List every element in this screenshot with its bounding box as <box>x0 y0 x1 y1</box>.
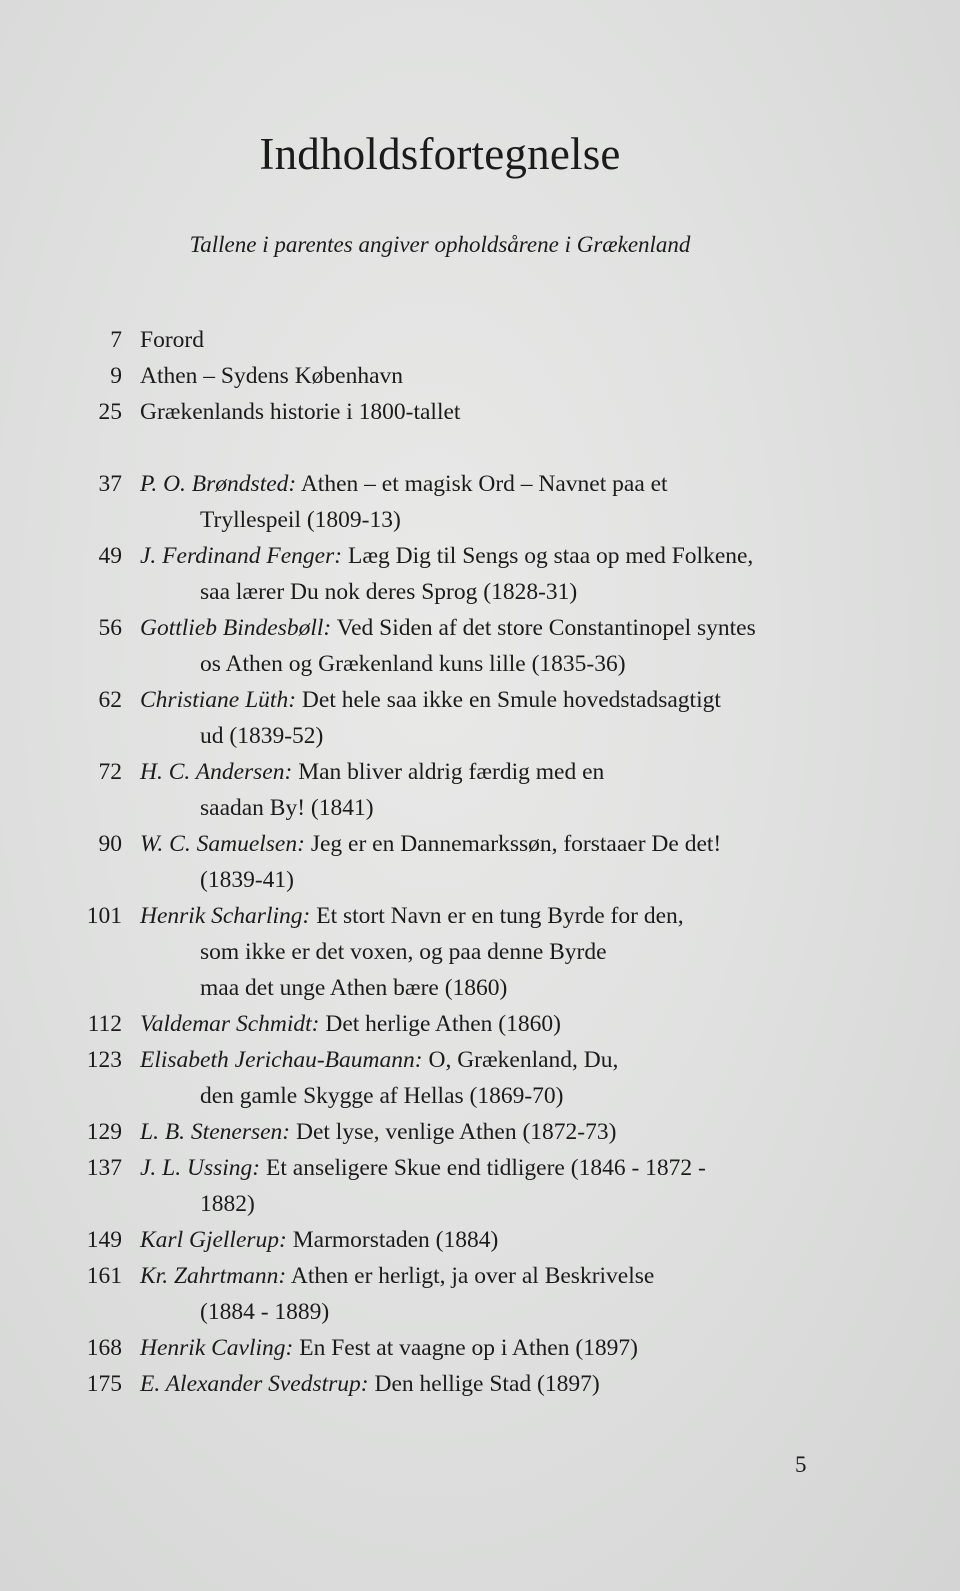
toc-entry <box>0 538 900 610</box>
toc-entry-text: Athen er herligt, ja over al Beskrivelse <box>290 1263 655 1289</box>
toc-entry-text: Man bliver aldrig færdig med en <box>298 759 605 785</box>
toc-page-number: 49 <box>98 543 122 569</box>
toc-page-number: 175 <box>86 1371 122 1397</box>
toc-entry-text: saa lærer Du nok deres Sprog (1828-31) <box>200 579 578 605</box>
toc-entry-line <box>0 718 900 754</box>
toc-entry-text: Et anseligere Skue end tidligere (1846 - 1872 - <box>266 1155 706 1181</box>
toc-entry <box>0 1150 900 1222</box>
toc-entry-line <box>0 1222 900 1258</box>
toc-author: L. B. Stenersen: <box>140 1119 291 1145</box>
toc-entry-line <box>0 1330 900 1366</box>
toc-entry <box>0 682 900 754</box>
toc-page-number: 7 <box>110 327 122 353</box>
toc-entry-text: os Athen og Grækenland kuns lille (1835-36) <box>200 651 626 677</box>
toc-entry <box>0 1006 900 1042</box>
toc-entry-text: Læg Dig til Sengs og staa op med Folkene, <box>347 543 754 569</box>
toc-author: Henrik Scharling: <box>140 903 311 929</box>
toc-entry-line <box>0 1114 900 1150</box>
toc-page-number: 90 <box>98 831 122 857</box>
toc-author: Karl Gjellerup: <box>140 1227 287 1253</box>
toc-entry-text: Det hele saa ikke en Smule hovedstadsagtigt <box>301 687 721 713</box>
toc-entry-line <box>0 646 900 682</box>
toc-author: P. O. Brøndsted: <box>140 471 297 497</box>
toc-entry-text: Et stort Navn er en tung Byrde for den, <box>316 903 684 929</box>
toc-entry-line <box>0 1150 900 1186</box>
page-subtitle: Tallene i parentes angiver opholdsårene i Grækenland <box>189 232 691 257</box>
toc-entry <box>0 610 900 682</box>
toc-entry-text: Det lyse, venlige Athen (1872-73) <box>296 1119 617 1145</box>
toc-entry-text: Tryllespeil (1809-13) <box>200 507 401 533</box>
toc-entry-text: den gamle Skygge af Hellas (1869-70) <box>200 1083 564 1109</box>
toc-entry-text: Marmorstaden (1884) <box>292 1227 499 1253</box>
toc-entry-line <box>0 610 900 646</box>
toc-entry-title: Forord <box>140 327 204 353</box>
toc-author: E. Alexander Svedstrup: <box>140 1371 369 1397</box>
toc-page-number: 62 <box>98 687 122 713</box>
toc-page-number: 168 <box>86 1335 122 1361</box>
toc-entry-text: Ved Siden af det store Constantinopel syntes <box>336 615 756 641</box>
toc-page-number: 123 <box>86 1047 122 1073</box>
toc-entry <box>0 826 900 898</box>
toc-entry-line <box>0 1366 900 1402</box>
toc-entry-text: ud (1839-52) <box>200 723 324 749</box>
toc-page-number: 9 <box>110 363 122 389</box>
toc-entry-line <box>0 1186 900 1222</box>
toc-entry-text: En Fest at vaagne op i Athen (1897) <box>299 1335 638 1361</box>
toc-entry <box>0 358 900 394</box>
toc-page-number: 112 <box>87 1011 122 1037</box>
toc-entry-line <box>0 898 900 934</box>
toc-entry <box>0 1330 900 1366</box>
toc-entry-line <box>0 574 900 610</box>
toc-entry-line <box>0 682 900 718</box>
toc-entry-line <box>0 754 900 790</box>
toc-author: Henrik Cavling: <box>140 1335 294 1361</box>
toc-entry-line <box>0 1294 900 1330</box>
toc-entry-text: Den hellige Stad (1897) <box>374 1371 600 1397</box>
toc-entry-text: (1839-41) <box>200 867 294 893</box>
toc-author: Christiane Lüth: <box>140 687 297 713</box>
toc-entry-text: 1882) <box>200 1191 255 1217</box>
page-title: Indholdsfortegnelse <box>259 129 621 179</box>
toc-entry <box>0 466 900 538</box>
toc-page-number: 56 <box>98 615 122 641</box>
toc-page-number: 72 <box>98 759 122 785</box>
toc-entry <box>0 1042 900 1114</box>
toc-entry <box>0 394 900 430</box>
page-number: 5 <box>795 1452 807 1477</box>
toc-entry-line <box>0 466 900 502</box>
toc-entry-title: Athen – Sydens København <box>140 363 404 389</box>
toc-section-gap <box>0 430 900 466</box>
toc-entry-text: (1884 - 1889) <box>200 1299 330 1325</box>
toc-entry-text: maa det unge Athen bære (1860) <box>200 975 508 1001</box>
toc-entry-line <box>0 1042 900 1078</box>
toc-entry-text: Det herlige Athen (1860) <box>325 1011 561 1037</box>
toc-page-number: 101 <box>86 903 122 929</box>
toc-entry-line <box>0 1258 900 1294</box>
toc-author: Valdemar Schmidt: <box>140 1011 320 1037</box>
toc-entry <box>0 1222 900 1258</box>
toc-entry-line <box>0 970 900 1006</box>
toc-page-number: 37 <box>98 471 122 497</box>
toc-entry-text: saadan By! (1841) <box>200 795 374 821</box>
toc-entry <box>0 322 900 358</box>
toc-author: H. C. Andersen: <box>140 759 293 785</box>
toc-author: Elisabeth Jerichau-Baumann: <box>140 1047 423 1073</box>
toc-page-number: 25 <box>98 399 122 425</box>
toc-entry-line <box>0 934 900 970</box>
toc-entry-line <box>0 1078 900 1114</box>
toc-entry-text: Athen – et magisk Ord – Navnet paa et <box>300 471 668 497</box>
toc-entry-line <box>0 502 900 538</box>
toc-entry <box>0 754 900 826</box>
toc-entry-line <box>0 538 900 574</box>
toc-entry-text: som ikke er det voxen, og paa denne Byrde <box>200 939 607 965</box>
toc-entry <box>0 1258 900 1330</box>
toc-entry-line <box>0 1006 900 1042</box>
toc-author: Kr. Zahrtmann: <box>140 1263 287 1289</box>
toc-entry <box>0 898 900 1006</box>
toc-page-number: 137 <box>86 1155 122 1181</box>
toc-author: W. C. Samuelsen: <box>140 831 305 857</box>
toc-author: J. L. Ussing: <box>140 1155 261 1181</box>
toc-entry-line <box>0 826 900 862</box>
toc-entry-text: Jeg er en Dannemarkssøn, forstaaer De det! <box>310 831 722 857</box>
toc-entry-text: O, Grækenland, Du, <box>428 1047 619 1073</box>
toc-entry-line <box>0 790 900 826</box>
toc-page-number: 149 <box>86 1227 122 1253</box>
toc-page-number: 161 <box>86 1263 122 1289</box>
toc-entry <box>0 1366 900 1402</box>
table-of-contents <box>0 322 900 1402</box>
toc-author: J. Ferdinand Fenger: <box>140 543 343 569</box>
toc-author: Gottlieb Bindesbøll: <box>140 615 332 641</box>
toc-entry <box>0 1114 900 1150</box>
toc-page-number: 129 <box>86 1119 122 1145</box>
toc-entry-line <box>0 862 900 898</box>
toc-entry-title: Grækenlands historie i 1800-tallet <box>140 399 461 425</box>
